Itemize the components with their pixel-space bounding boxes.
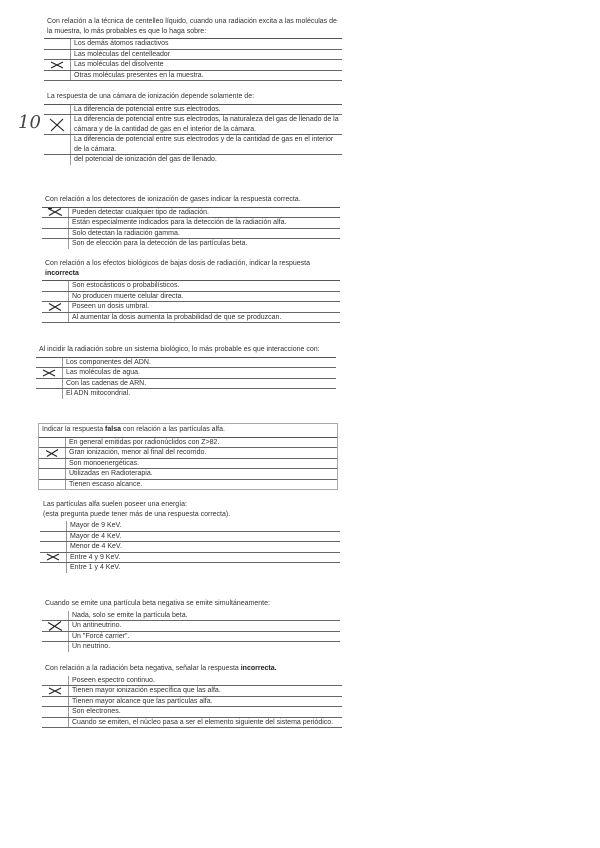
question-3: [42, 194, 340, 249]
cross-mark-icon: [45, 448, 59, 457]
option[interactable]: Un "Forcé carrier".: [42, 632, 340, 643]
option[interactable]: Mayor de 9 KeV.: [40, 521, 340, 532]
option[interactable]: Pueden detectar cualquier tipo de radiación.: [42, 208, 340, 219]
question-1: [44, 16, 342, 81]
option[interactable]: Son de elección para la detección de las partículas beta.: [42, 239, 340, 249]
option[interactable]: Mayor de 4 KeV.: [40, 532, 340, 543]
option[interactable]: No producen muerte celular directa.: [42, 292, 340, 303]
question-stem: Al incidir la radiación sobre un sistema biológico, lo más probable es que interaccione con:: [39, 346, 320, 353]
option[interactable]: El ADN mitocondrial.: [36, 389, 336, 399]
option[interactable]: Al aumentar la dosis aumenta la probabilidad de que se produzcan.: [42, 313, 340, 324]
option[interactable]: Con las cadenas de ARN.: [36, 379, 336, 390]
option[interactable]: Solo detectan la radiación gamma.: [42, 229, 340, 240]
cross-mark-icon: [42, 369, 56, 377]
question-5: [36, 344, 336, 399]
cross-mark-icon: [48, 302, 62, 311]
cross-mark-icon: [49, 118, 65, 132]
option[interactable]: Poseen un dosis umbral.: [42, 302, 340, 313]
question-stem: Cuando se emite una partícula beta negativa se emite simultáneamente:: [45, 600, 270, 607]
question-stem: Indicar la respuesta falsa con relación a las partículas alfa.: [42, 426, 225, 433]
question-stem: Con relación a los detectores de ionización de gases indicar la respuesta correcta.: [45, 196, 301, 203]
cross-mark-icon: [47, 208, 63, 217]
question-9: [42, 663, 342, 728]
option[interactable]: La diferencia de potencial entre sus electrodos y de la cantidad de gas en el interior de la cámara.: [44, 135, 342, 155]
option[interactable]: Nada, solo se emite la partícula beta.: [42, 611, 340, 622]
question-stem: Con relación a los efectos biológicos de bajas dosis de radiación, indicar la respuesta incorrecta: [45, 260, 310, 277]
option[interactable]: La diferencia de potencial entre sus electrodos.: [44, 105, 342, 116]
question-stem: Con relación a la técnica de centelleo líquido, cuando una radiación excita a las moléculas de la muestra, lo más probables es que lo haga sobre:: [47, 18, 337, 35]
question-4: [42, 258, 340, 323]
option[interactable]: Entre 1 y 4 KeV.: [40, 563, 340, 573]
option[interactable]: Tienen escaso alcance.: [39, 480, 337, 490]
question-stem: Con relación a la radiación beta negativa, señalar la respuesta incorrecta.: [45, 665, 277, 672]
cross-mark-icon: [46, 553, 60, 561]
option[interactable]: Los demás átomos radiactivos: [44, 39, 342, 50]
option[interactable]: Tienen mayor ionización específica que las alfa.: [42, 686, 342, 697]
option[interactable]: En general emitidas por radionúclidos con Z>82.: [39, 438, 337, 449]
option[interactable]: Son estocásticos o probabilísticos.: [42, 281, 340, 292]
option[interactable]: Cuando se emiten, el núcleo pasa a ser el elemento siguiente del sistema periódico.: [42, 718, 342, 729]
cross-mark-icon: [48, 687, 62, 695]
option[interactable]: Gran ionización, menor al final del recorrido.: [39, 448, 337, 459]
option[interactable]: Tienen mayor alcance que las partículas alfa.: [42, 697, 342, 708]
option[interactable]: Un neutrino.: [42, 642, 340, 652]
option[interactable]: Están especialmente indicados para la detección de la radiación alfa.: [42, 218, 340, 229]
cross-mark-icon: [47, 620, 63, 631]
question-stem: La respuesta de una cámara de ionización depende solamente de:: [47, 93, 255, 100]
option[interactable]: Menor de 4 KeV.: [40, 542, 340, 553]
question-7: [40, 499, 340, 573]
option[interactable]: Las moléculas del disolvente: [44, 60, 342, 71]
option[interactable]: del potencial de ionización del gas de llenado.: [44, 155, 342, 165]
option[interactable]: La diferencia de potencial entre sus electrodos, la naturaleza del gas de llenado de la cámara y de la cantidad de gas en el interior de la cámara.: [44, 115, 342, 135]
option[interactable]: Los componentes del ADN.: [36, 358, 336, 369]
option[interactable]: Son monoenergéticas.: [39, 459, 337, 470]
option[interactable]: Otras moléculas presentes en la muestra.: [44, 71, 342, 82]
margin-note-handwritten: 10: [18, 112, 41, 133]
option[interactable]: Las moléculas de agua.: [36, 368, 336, 379]
cross-mark-icon: [50, 61, 64, 69]
question-stem: Las partículas alfa suelen poseer una energía: (esta pregunta puede tener más de una respuesta correcta).: [43, 501, 231, 518]
question-6: [38, 423, 338, 490]
option[interactable]: Entre 4 y 9 KeV.: [40, 553, 340, 564]
option[interactable]: Poseen espectro continuo.: [42, 676, 342, 687]
option[interactable]: Las moléculas del centelleador: [44, 50, 342, 61]
option[interactable]: Utilizadas en Radioterapia.: [39, 469, 337, 480]
option[interactable]: Un antineutrino.: [42, 621, 340, 632]
question-8: [42, 598, 340, 652]
option[interactable]: Son electrones.: [42, 707, 342, 718]
question-2: [44, 91, 342, 165]
